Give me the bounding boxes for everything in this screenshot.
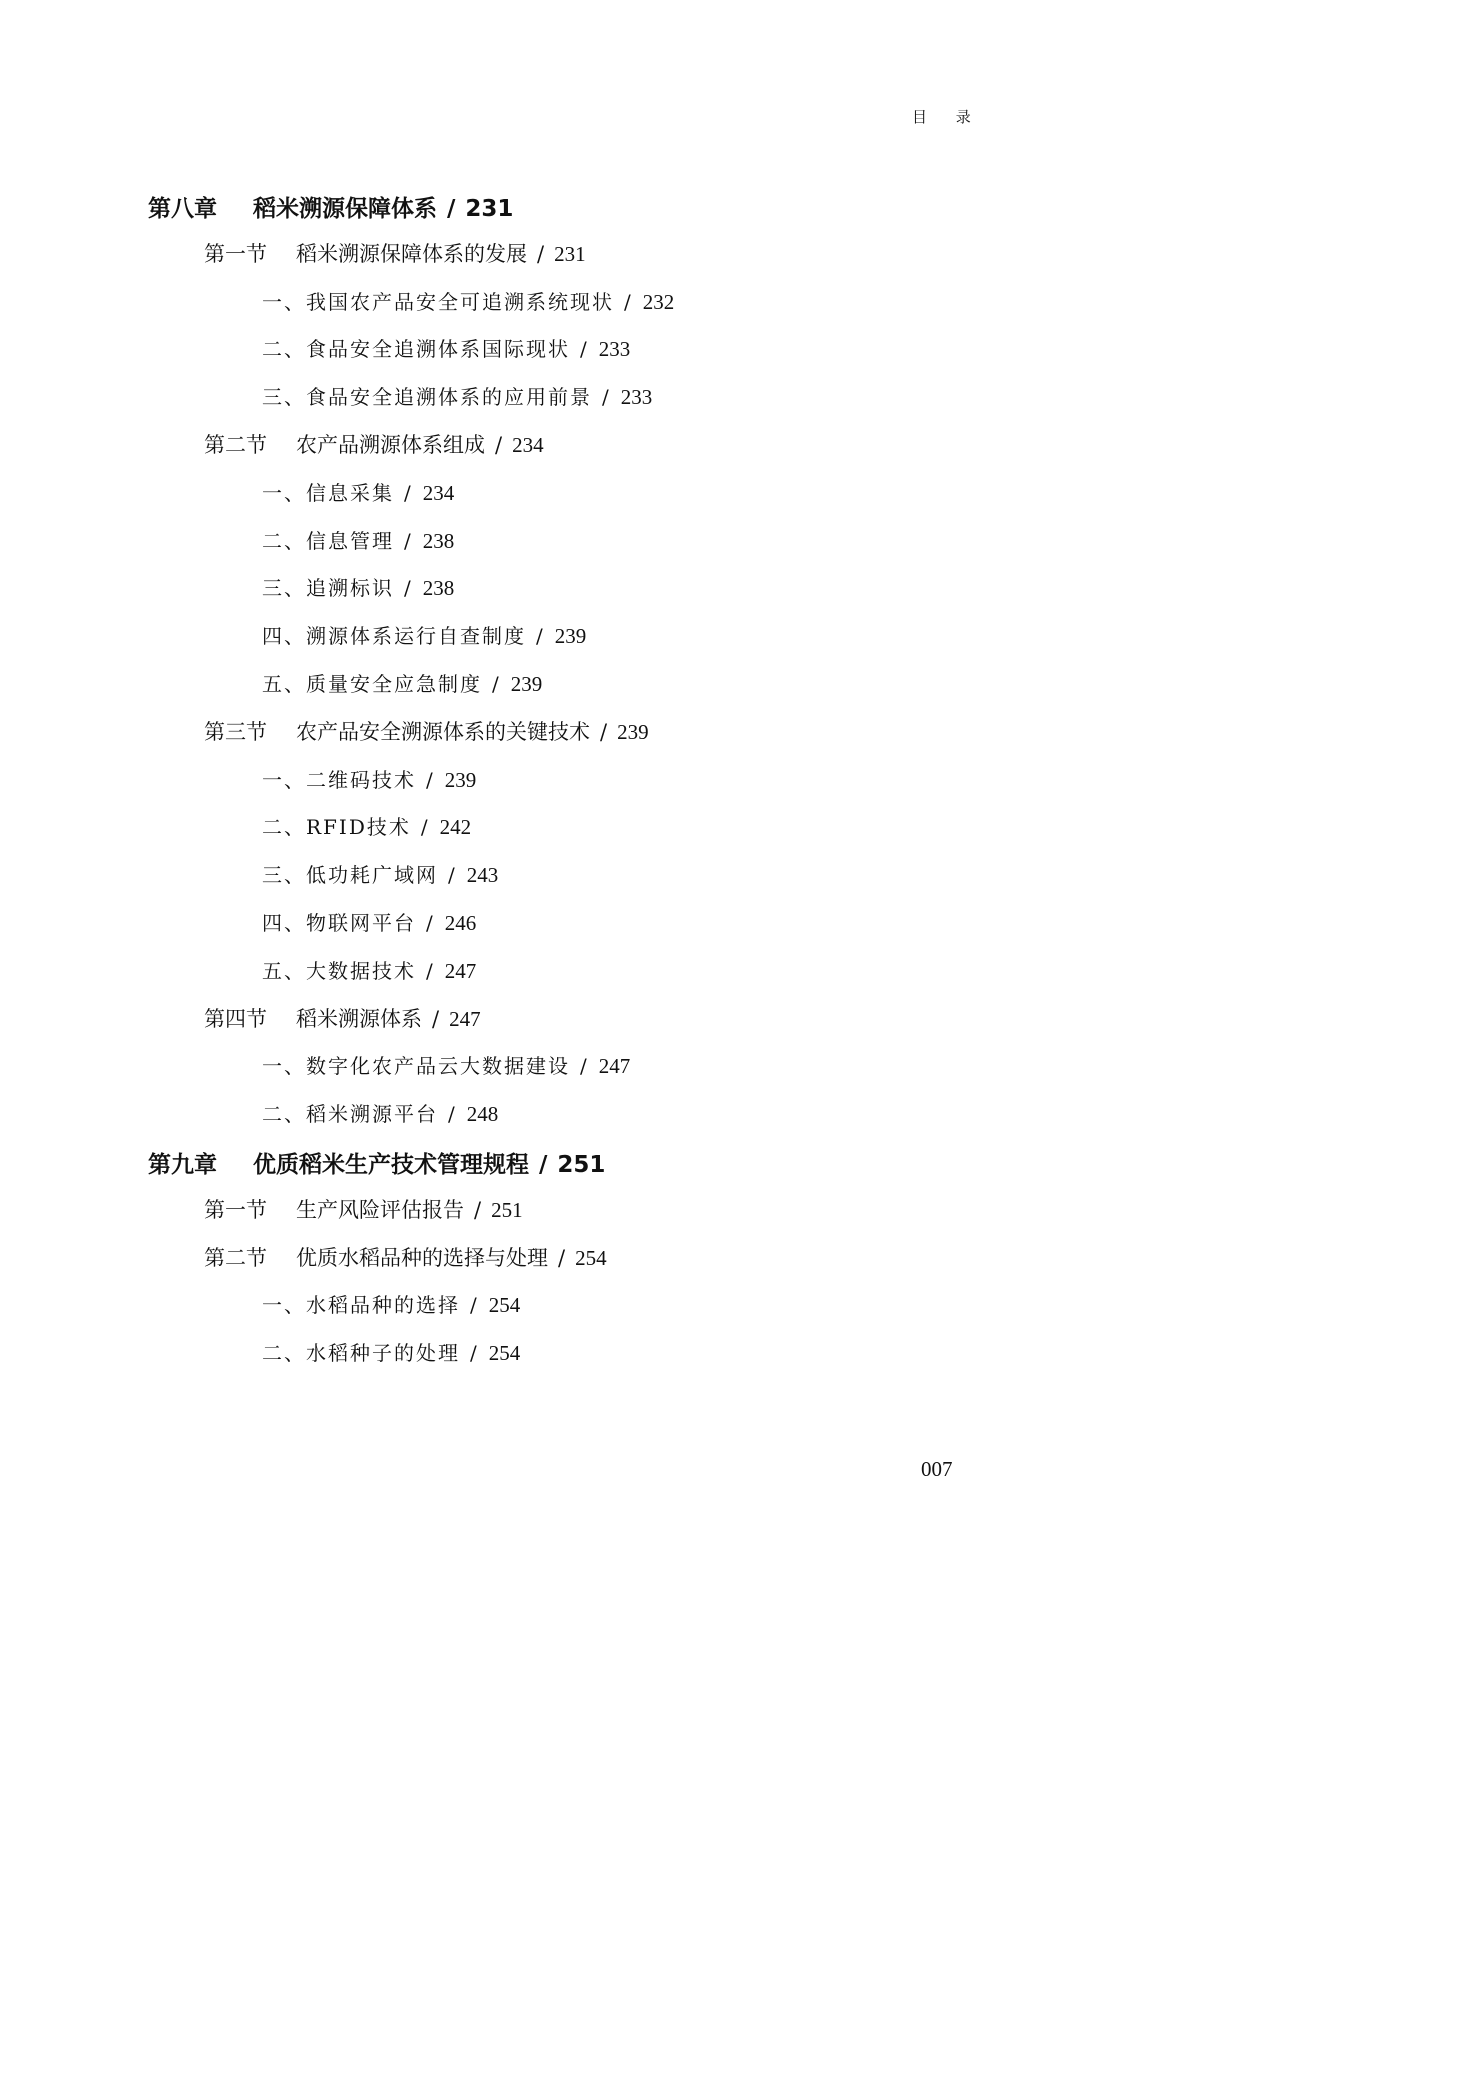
toc-separator: / — [539, 1152, 548, 1178]
toc-entry-page: 246 — [444, 911, 477, 935]
toc-separator: / — [536, 624, 545, 649]
toc-entry-page: 254 — [488, 1293, 521, 1318]
toc-item — [262, 286, 674, 315]
toc-item — [262, 1050, 630, 1079]
toc-separator: / — [404, 480, 413, 505]
toc-entry-title: 一、二维码技术 — [262, 767, 416, 792]
toc-entry-number: 第一节 — [204, 241, 267, 266]
toc-section — [204, 716, 649, 746]
toc-entry-page: 238 — [422, 576, 455, 601]
toc-entry-page: 231 — [554, 241, 586, 266]
toc-separator: / — [558, 1245, 566, 1270]
toc-entry-title: 五、质量安全应急制度 — [262, 672, 482, 696]
toc-separator: / — [537, 241, 545, 266]
toc-entry-title: 一、我国农产品安全可追溯系统现状 — [262, 289, 614, 314]
toc-separator: / — [448, 863, 457, 888]
toc-separator: / — [580, 1054, 589, 1079]
toc-separator: / — [426, 958, 435, 983]
toc-entry-title: 优质稻米生产技术管理规程 — [253, 1152, 529, 1178]
toc-entry-title: 稻米溯源保障体系 — [253, 196, 437, 222]
toc-entry-title: 优质水稻品种的选择与处理 — [296, 1245, 548, 1270]
toc-separator: / — [470, 1341, 479, 1366]
toc-entry-title: 稻米溯源体系 — [296, 1006, 422, 1031]
toc-section — [204, 238, 586, 268]
toc-entry-title: 稻米溯源保障体系的发展 — [296, 241, 527, 266]
toc-section — [204, 1003, 481, 1033]
toc-entry-title: 一、信息采集 — [262, 480, 394, 505]
toc-item — [262, 1098, 498, 1127]
toc-entry-title: 四、溯源体系运行自查制度 — [262, 624, 526, 649]
toc-item — [262, 859, 498, 888]
toc-entry-number: 第二节 — [204, 433, 267, 457]
toc-entry-number: 第一节 — [204, 1197, 267, 1222]
toc-entry-title: 五、大数据技术 — [262, 958, 416, 983]
toc-entry-title: 农产品安全溯源体系的关键技术 — [296, 719, 590, 744]
toc-item — [262, 955, 476, 984]
toc-entry-page: 238 — [422, 528, 455, 553]
toc-separator: / — [624, 289, 633, 314]
toc-item — [262, 764, 476, 793]
toc-item — [262, 477, 454, 506]
toc-item — [262, 333, 630, 362]
toc-item — [262, 525, 454, 554]
toc-entry-title: 二、信息管理 — [262, 528, 394, 553]
toc-entry-title: 一、数字化农产品云大数据建设 — [262, 1054, 570, 1079]
toc-entry-page: 254 — [575, 1245, 607, 1270]
toc-entry-title: 生产风险评估报告 — [296, 1197, 464, 1222]
toc-separator: / — [426, 767, 435, 792]
toc-section — [204, 1194, 523, 1224]
toc-item — [262, 620, 586, 649]
toc-entry-title: 二、水稻种子的处理 — [262, 1341, 460, 1366]
toc-entry-page: 254 — [488, 1341, 521, 1366]
toc-entry-page: 242 — [439, 815, 472, 840]
page-number: 007 — [921, 1457, 953, 1481]
toc-entry-title: 二、RFID技术 — [262, 815, 411, 840]
toc-separator: / — [600, 719, 608, 744]
toc-entry-page: 231 — [465, 196, 514, 222]
toc-entry-title: 三、追溯标识 — [262, 576, 394, 601]
toc-entry-page: 251 — [491, 1197, 523, 1222]
toc-separator: / — [474, 1197, 482, 1222]
toc-entry-title: 一、水稻品种的选择 — [262, 1293, 460, 1318]
toc-item — [262, 572, 454, 601]
toc-chapter — [148, 1146, 605, 1179]
toc-separator: / — [420, 815, 430, 840]
toc-entry-page: 233 — [620, 385, 653, 410]
toc-separator: / — [602, 385, 611, 410]
toc-separator: / — [470, 1293, 479, 1318]
toc-entry-page: 239 — [554, 624, 587, 649]
toc-separator: / — [432, 1006, 440, 1031]
toc-item — [262, 1289, 520, 1318]
toc-item — [262, 668, 542, 697]
toc-entry-number: 第二节 — [204, 1245, 267, 1270]
toc-separator: / — [495, 433, 503, 457]
toc-entry-page: 248 — [466, 1102, 499, 1127]
toc-section — [204, 1242, 607, 1272]
toc-separator: / — [426, 911, 435, 935]
toc-entry-title: 二、稻米溯源平台 — [262, 1102, 438, 1127]
toc-chapter — [148, 190, 513, 223]
toc-item — [262, 907, 476, 936]
toc-entry-number: 第三节 — [204, 719, 267, 744]
toc-separator: / — [492, 672, 501, 696]
toc-entry-title: 四、物联网平台 — [262, 911, 416, 935]
toc-entry-title: 三、低功耗广域网 — [262, 863, 438, 888]
toc-entry-page: 234 — [422, 480, 455, 505]
toc-entry-number: 第九章 — [148, 1152, 217, 1178]
toc-separator: / — [580, 337, 589, 362]
toc-entry-number: 第四节 — [204, 1006, 267, 1031]
toc-entry-page: 247 — [449, 1006, 481, 1031]
toc-entry-page: 247 — [444, 958, 477, 983]
toc-entry-title: 三、食品安全追溯体系的应用前景 — [262, 385, 592, 410]
toc-entry-number: 第八章 — [148, 196, 217, 222]
toc-item — [262, 381, 652, 410]
toc-entry-page: 243 — [466, 863, 499, 888]
running-head: 目 录 — [912, 108, 983, 126]
toc-entry-title: 二、食品安全追溯体系国际现状 — [262, 337, 570, 362]
toc-entry-page: 233 — [598, 337, 631, 362]
toc-item — [262, 1337, 520, 1366]
toc-entry-page: 247 — [598, 1054, 631, 1079]
toc-entry-page: 251 — [557, 1152, 606, 1178]
toc-entry-title: 农产品溯源体系组成 — [296, 433, 485, 457]
toc-entry-page: 239 — [617, 719, 649, 744]
toc-item — [262, 811, 471, 840]
toc-entry-page: 232 — [642, 289, 675, 314]
toc-separator: / — [447, 196, 456, 222]
toc-separator: / — [404, 528, 413, 553]
toc-separator: / — [404, 576, 413, 601]
toc-section — [204, 429, 544, 459]
toc-entry-page: 234 — [512, 433, 544, 457]
toc-separator: / — [448, 1102, 457, 1127]
toc-entry-page: 239 — [510, 672, 543, 696]
toc-entry-page: 239 — [444, 767, 477, 792]
